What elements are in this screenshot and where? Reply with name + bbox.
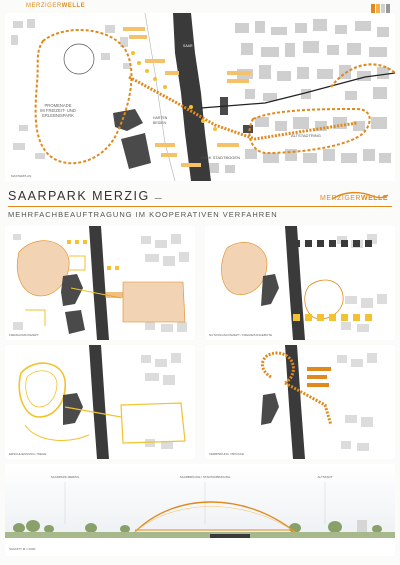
color-swatches bbox=[371, 4, 390, 13]
mini-map-4-svg bbox=[205, 345, 395, 459]
section-label-right: ALTSTADT bbox=[317, 475, 333, 479]
logo-mid-suffix: WELLE bbox=[361, 195, 388, 202]
swatch-2 bbox=[376, 4, 380, 13]
main-map-buildings-right bbox=[205, 19, 391, 173]
page-title bbox=[8, 189, 163, 203]
section-panel bbox=[5, 464, 395, 556]
mini-map-3 bbox=[5, 345, 195, 459]
mini-map-4 bbox=[205, 345, 395, 459]
label-altstadtring: ALTSTADTRING bbox=[291, 133, 321, 138]
mini-map-1-svg bbox=[5, 226, 195, 340]
page-title-text: SAARPARK MERZIG bbox=[8, 189, 150, 203]
logo-top bbox=[26, 3, 85, 9]
logo-top-prefix: MERZIGER bbox=[26, 3, 62, 9]
label-promenade-3: ERLEBNISPARK bbox=[42, 113, 74, 118]
mini-map-1 bbox=[5, 226, 195, 340]
main-map-caption: MASTERPLAN bbox=[11, 174, 32, 178]
main-map-panel bbox=[5, 13, 395, 181]
swatch-3 bbox=[381, 4, 385, 13]
section-label-mid: SAARBRÜCKE / STADTANBINDUNG bbox=[179, 475, 231, 479]
label-promenade-1: PROMENADE bbox=[44, 103, 72, 108]
logo-mid-prefix: MERZIGER bbox=[320, 195, 361, 202]
logo-top-suffix: WELLE bbox=[61, 3, 86, 9]
label-park-stadtbogen: PARK STADTBOGEN bbox=[201, 155, 240, 160]
mini-map-3-caption: ERSCHLIESSUNG / WEGE bbox=[9, 452, 47, 456]
swatch-1 bbox=[371, 4, 375, 13]
label-promenade-2: IM FREIZEIT- UND bbox=[40, 108, 76, 113]
park-circle bbox=[64, 44, 94, 74]
page-subtitle: MEHRFACHBEAUFTRAGUNG IM KOOPERATIVEN VERFAHREN bbox=[8, 210, 278, 219]
promenade-loop bbox=[36, 30, 132, 163]
mini-map-3-svg bbox=[5, 345, 195, 459]
page-title-suffix: — bbox=[154, 195, 164, 202]
main-map-buildings-left bbox=[11, 19, 131, 159]
main-map-markers bbox=[131, 51, 217, 131]
section-label-left: SAARPARK MERZIG bbox=[50, 475, 80, 479]
label-saar: SAAR bbox=[183, 44, 193, 48]
logo-wave-icon bbox=[330, 191, 390, 201]
label-harten-2: BEIDEN bbox=[153, 121, 167, 125]
swatch-4 bbox=[386, 4, 390, 13]
title-rule bbox=[8, 206, 392, 207]
mini-map-2-svg bbox=[205, 226, 395, 340]
section-svg bbox=[5, 464, 395, 556]
mini-map-4-caption: VERBINDUNG / BRÜCKE bbox=[209, 452, 245, 456]
mini-map-1-caption: FREIRAUMKONZEPT bbox=[9, 333, 39, 337]
mini-map-2 bbox=[205, 226, 395, 340]
main-map bbox=[5, 13, 395, 181]
section-caption: SCHNITT M 1:1000 bbox=[9, 547, 36, 551]
label-harten-1: HARTEN bbox=[153, 116, 168, 120]
mini-map-2-caption: NUTZUNGSKONZEPT / FREIZEITANGEBOTE bbox=[209, 333, 273, 337]
